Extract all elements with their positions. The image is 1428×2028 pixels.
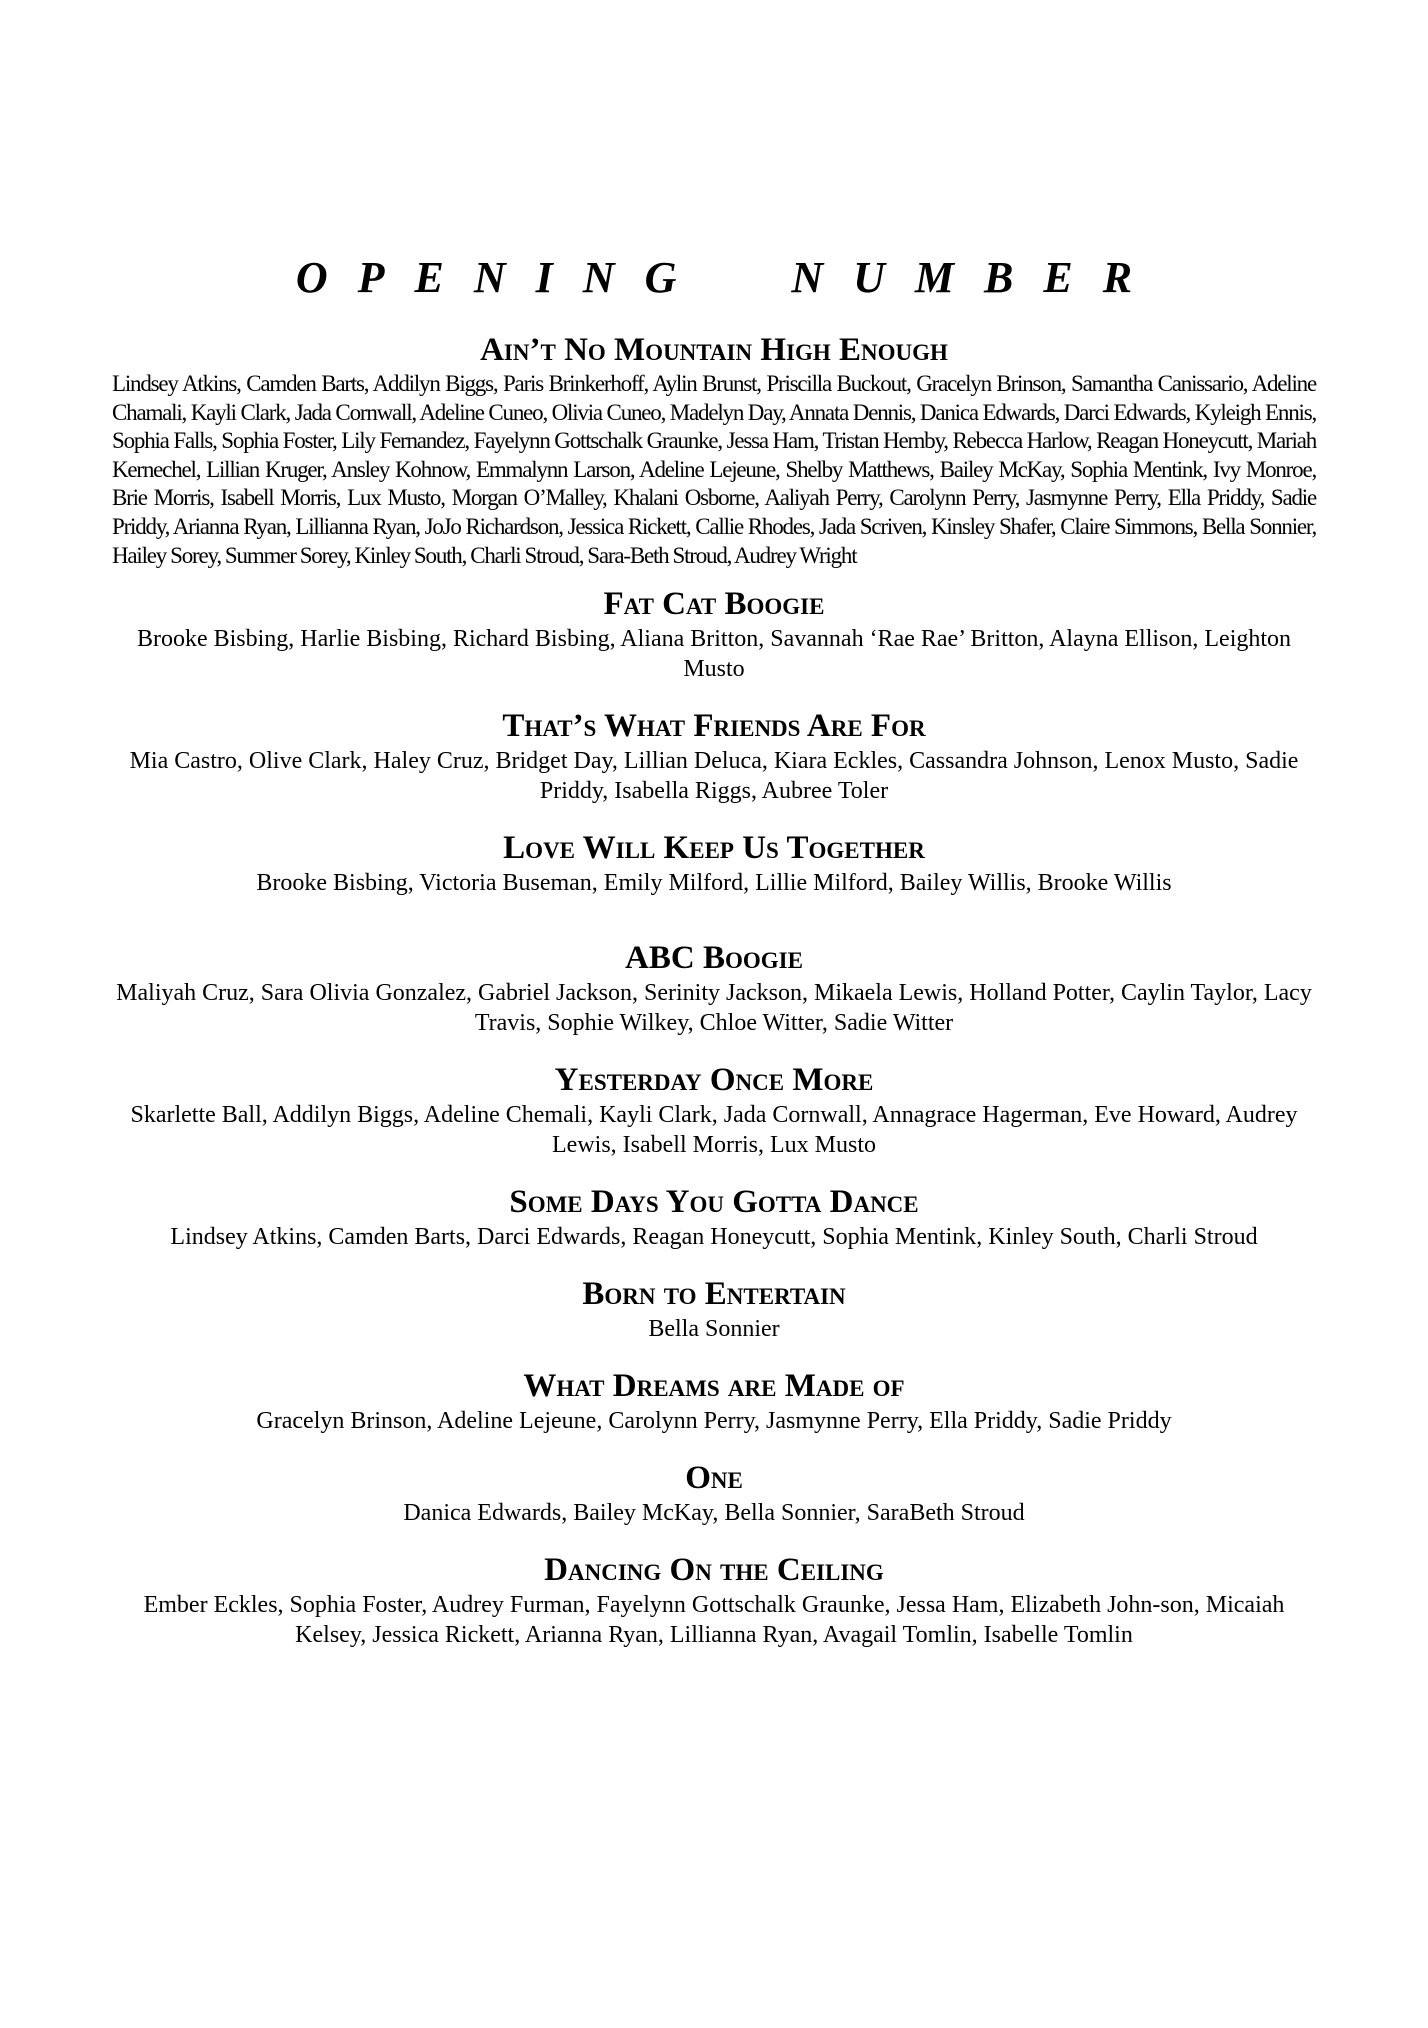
performer-names: Ember Eckles, Sophia Foster, Audrey Furman, Fayelynn Gottschalk Graunke, Jessa Ham, Elizabeth John-son, Micaiah Kelsey, Jessica Rickett, Arianna Ryan, Lillianna Ryan, Avagail Tomlin, Isabelle Tomlin [143,1592,1285,1649]
song-title: Yesterday Once More [554,1062,874,1099]
song-title: That’s What Friends Are For [502,708,926,745]
song-list [112,330,1316,1650]
performer-names: Bella Sonnier [648,1316,780,1343]
song-section [112,1550,1316,1650]
performer-names: Skarlette Ball, Addilyn Biggs, Adeline Chemali, Kayli Clark, Jada Cornwall, Annagrace Hagerman, Eve Howard, Audrey Lewis, Isabell Morris, Lux Musto [130,1102,1298,1159]
song-title: ABC Boogie [625,940,803,977]
performer-names: Lindsey Atkins, Camden Barts, Addilyn Biggs, Paris Brinkerhoff, Aylin Brunst, Priscilla Buckout, Gracelyn Brinson, Samantha Canissario, Adeline Chamali, Kayli Clark, Jada Cornwall, Adeline Cuneo, Olivia Cuneo, Madelyn Day, Annata Dennis, Danica Edwards, Darci Edwards, Kyleigh Ennis, Sophia Falls, Sophia Foster, Lily Fernandez, Fayelynn Gottschalk Graunke, Jessa Ham, Tristan Hemby, Rebecca Harlow, Reagan Honeycutt, Mariah Kernechel, Lillian Kruger, Ansley Kohnow, Emmalynn Larson, Adeline Lejeune, Shelby Matthews, Bailey McKay, Sophia Mentink, Ivy Monroe, Brie Morris, Isabell Morris, Lux Musto, Morgan O’Malley, Khalani Osborne, Aaliyah Perry, Carolynn Perry, Jasmynne Perry, Ella Priddy, Sadie Priddy, Arianna Ryan, Lillianna Ryan, JoJo Richardson, Jessica Rickett, Callie Rhodes, Jada Scriven, Kinsley Shafer, Claire Simmons, Bella Sonnier, Hailey Sorey, Summer Sorey, Kinley South, Charli Stroud, Sara-Beth Stroud, Audrey Wright [112,371,1316,568]
song-title: Ain’t No Mountain High Enough [480,332,948,368]
song-section [112,1182,1316,1252]
song-title: What Dreams are Made of [523,1368,905,1405]
song-section [112,1060,1316,1160]
song-section [112,828,1316,898]
page-title: OPENING NUMBER [295,253,1163,302]
performer-names: Lindsey Atkins, Camden Barts, Darci Edwards, Reagan Honeycutt, Sophia Mentink, Kinley South, Charli Stroud [170,1224,1258,1251]
song-section [112,1274,1316,1344]
song-section [112,330,1316,570]
song-title: Some Days You Gotta Dance [509,1184,919,1221]
song-title: Dancing On the Ceiling [544,1552,884,1589]
song-section [112,706,1316,806]
song-section [112,938,1316,1038]
performer-names: Maliyah Cruz, Sara Olivia Gonzalez, Gabriel Jackson, Serinity Jackson, Mikaela Lewis, Holland Potter, Caylin Taylor, Lacy Travis, Sophie Wilkey, Chloe Witter, Sadie Witter [116,980,1312,1037]
song-section [112,1458,1316,1528]
performer-names: Mia Castro, Olive Clark, Haley Cruz, Bridget Day, Lillian Deluca, Kiara Eckles, Cassandra Johnson, Lenox Musto, Sadie Priddy, Isabella Riggs, Aubree Toler [129,748,1299,805]
performer-names: Gracelyn Brinson, Adeline Lejeune, Carolynn Perry, Jasmynne Perry, Ella Priddy, Sadie Priddy [256,1408,1172,1435]
song-section [112,1366,1316,1436]
performer-names: Brooke Bisbing, Harlie Bisbing, Richard Bisbing, Aliana Britton, Savannah ‘Rae Rae’ Britton, Alayna Ellison, Leighton Musto [136,626,1292,683]
performer-names: Brooke Bisbing, Victoria Buseman, Emily Milford, Lillie Milford, Bailey Willis, Brooke Willis [256,870,1172,897]
song-section [112,584,1316,684]
song-title: Love Will Keep Us Together [503,830,925,867]
song-title: Born to Entertain [582,1276,846,1313]
song-title: One [685,1460,743,1497]
performer-names: Danica Edwards, Bailey McKay, Bella Sonnier, SaraBeth Stroud [403,1500,1025,1527]
song-title: Fat Cat Boogie [603,586,825,623]
